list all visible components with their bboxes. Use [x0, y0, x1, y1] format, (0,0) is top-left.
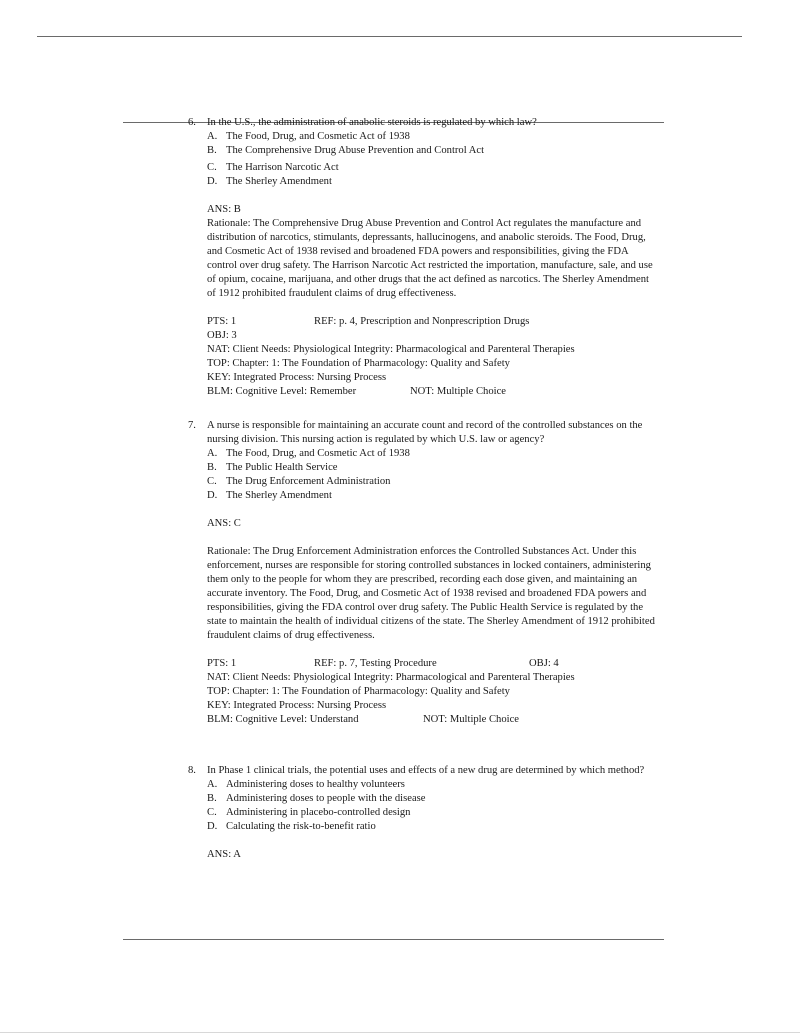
choice-text: Administering doses to people with the disease	[226, 793, 426, 804]
choice-text: The Food, Drug, and Cosmetic Act of 1938	[226, 448, 410, 459]
choice-letter: A.	[207, 448, 218, 459]
not-field: NOT: Multiple Choice	[410, 386, 506, 397]
choice-letter: D.	[207, 176, 218, 187]
not-field: NOT: Multiple Choice	[423, 714, 519, 725]
question-stem	[188, 116, 658, 130]
page-footer-edge	[0, 1032, 800, 1033]
nat-field: NAT: Client Needs: Physiological Integrity: Pharmacological and Parenteral Therapies	[207, 672, 575, 683]
question-number: 8.	[188, 765, 196, 776]
choice-letter: C.	[207, 476, 217, 487]
nat-field: NAT: Client Needs: Physiological Integrity: Pharmacological and Parenteral Therapies	[207, 344, 575, 355]
choice-c	[188, 161, 658, 175]
ref-field: REF: p. 7, Testing Procedure	[314, 658, 437, 669]
choice-letter: D.	[207, 490, 218, 501]
question-stem-text: In Phase 1 clinical trials, the potential uses and effects of a new drug are determined by which method?	[207, 765, 645, 776]
choice-letter: B.	[207, 145, 217, 156]
rationale: Rationale: The Drug Enforcement Administration enforces the Controlled Substances Act. Under this enforcement, nurses are responsible for storing controlled substances in locked containers, administering them only to the people for whom they are prescribed, recording each dose given, and maintaining an accurate inventory. The Food, Drug, and Cosmetic Act of 1938 revised and broadened FDA powers and responsibilities, giving the FDA control over drug safety. The Public Health Service is regulated by the state to maintain the health of individual citizens of the state. The Sherley Amendment of 1912 prohibited fraudulent claims of drug effectiveness.	[207, 546, 655, 641]
ref-field: REF: p. 4, Prescription and Nonprescription Drugs	[314, 316, 530, 327]
choice-b	[188, 792, 658, 806]
question-7	[188, 419, 658, 727]
page-bottom-rule	[123, 939, 664, 940]
choice-letter: A.	[207, 779, 218, 790]
choice-letter: B.	[207, 793, 217, 804]
choice-letter: D.	[207, 821, 218, 832]
choice-text: The Harrison Narcotic Act	[226, 162, 339, 173]
choice-letter: A.	[207, 131, 218, 142]
key-field: KEY: Integrated Process: Nursing Process	[207, 372, 387, 383]
choice-a	[188, 778, 658, 792]
pts-field: PTS: 1	[207, 658, 237, 669]
blm-field: BLM: Cognitive Level: Understand	[207, 714, 359, 725]
obj-field: OBJ: 3	[207, 330, 237, 341]
answer: ANS: A	[207, 849, 241, 860]
choice-letter: C.	[207, 807, 217, 818]
top-field: TOP: Chapter: 1: The Foundation of Pharmacology: Quality and Safety	[207, 358, 510, 369]
question-6	[188, 116, 658, 399]
choice-text: Administering doses to healthy volunteers	[226, 779, 405, 790]
choice-a	[188, 447, 658, 461]
choice-c	[188, 806, 658, 820]
choice-b	[188, 144, 658, 158]
question-number: 6.	[188, 117, 196, 128]
choice-text: The Public Health Service	[226, 462, 338, 473]
choice-d	[188, 489, 658, 503]
choice-text: Administering in placebo-controlled design	[226, 807, 411, 818]
choice-letter: C.	[207, 162, 217, 173]
choice-b	[188, 461, 658, 475]
choice-text: The Sherley Amendment	[226, 176, 332, 187]
choice-text: The Comprehensive Drug Abuse Prevention and Control Act	[226, 145, 485, 156]
obj-field: OBJ: 4	[529, 658, 559, 669]
rationale: Rationale: The Comprehensive Drug Abuse Prevention and Control Act regulates the manufacture and distribution of narcotics, stimulants, depressants, hallucinogens, and anabolic steroids. The Food, Drug, and Cosmetic Act of 1938 revised and broadened FDA powers and responsibilities, giving the FDA control over drug safety. The Harrison Narcotic Act restricted the importation, manufacture, sale, and use of opium, cocaine, marijuana, and other drugs that the act defined as narcotics. The Sherley Amendment of 1912 prohibited fraudulent claims of drug effectiveness.	[207, 218, 653, 299]
meta-row	[188, 315, 658, 329]
question-stem	[188, 764, 658, 778]
blm-row	[188, 713, 658, 727]
choice-text: The Drug Enforcement Administration	[226, 476, 391, 487]
choice-text: The Food, Drug, and Cosmetic Act of 1938	[226, 131, 410, 142]
answer: ANS: C	[207, 518, 241, 529]
question-8	[188, 764, 658, 862]
answer: ANS: B	[207, 204, 241, 215]
key-field: KEY: Integrated Process: Nursing Process	[207, 700, 387, 711]
blm-row	[188, 385, 658, 399]
choice-d	[188, 175, 658, 189]
question-stem-text: In the U.S., the administration of anabolic steroids is regulated by which law?	[207, 117, 537, 128]
question-stem-text: A nurse is responsible for maintaining an accurate count and record of the controlled substances on the nursing division. This nursing action is regulated by which U.S. law or agency?	[207, 420, 643, 445]
top-field: TOP: Chapter: 1: The Foundation of Pharmacology: Quality and Safety	[207, 686, 510, 697]
blm-field: BLM: Cognitive Level: Remember	[207, 386, 357, 397]
choice-a	[188, 130, 658, 144]
choice-text: Calculating the risk-to-benefit ratio	[226, 821, 376, 832]
choice-d	[188, 820, 658, 834]
choice-text: The Sherley Amendment	[226, 490, 332, 501]
meta-row	[188, 657, 658, 671]
choice-c	[188, 475, 658, 489]
pts-field: PTS: 1	[207, 316, 237, 327]
choice-letter: B.	[207, 462, 217, 473]
page-top-rule	[37, 36, 742, 37]
question-number: 7.	[188, 420, 196, 431]
question-stem	[188, 419, 658, 447]
